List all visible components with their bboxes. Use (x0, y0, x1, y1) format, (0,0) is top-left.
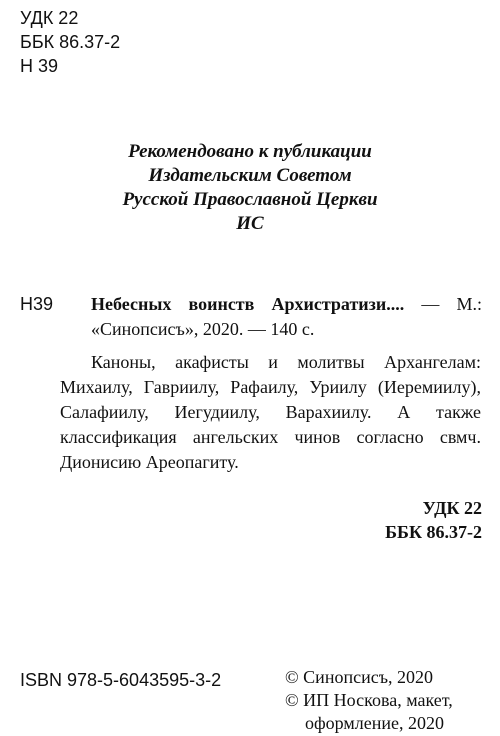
recommendation-line-4: ИС (236, 213, 264, 234)
bibliographic-entry (20, 292, 482, 342)
copyright-block (285, 666, 453, 735)
header-classification-codes (20, 6, 120, 78)
recommendation-line-1: Рекомендовано к публикации (128, 141, 372, 162)
footer-classification-codes (385, 496, 482, 544)
author-mark: Н 39 (20, 56, 59, 76)
copyright-layout-continued: оформление, 2020 (305, 713, 445, 733)
book-title: Небесных воинств Архистратизи.... (91, 294, 405, 314)
copyright-layout: © ИП Носкова, макет, (285, 690, 453, 710)
entry-description (91, 292, 482, 342)
book-annotation: Каноны, акафисты и молитвы Архангелам: Михаилу, Гавриилу, Рафаилу, Уриилу (Иеремиилу), Салафиилу, Иегудиилу, Варахиилу. А также классификация ангельских чинов согласно свмч. Дионисию Ареопагиту. (60, 352, 481, 472)
bbk-code-bold: ББК 86.37-2 (385, 522, 482, 542)
book-imprint: — М.: «Синопсисъ», 2020. — 140 с. (91, 294, 482, 339)
udk-code: УДК 22 (20, 8, 79, 28)
publication-recommendation (0, 140, 500, 236)
entry-author-mark: Н39 (20, 294, 54, 314)
copyright-publisher: © Синопсисъ, 2020 (285, 667, 433, 687)
recommendation-line-2: Издательским Советом (148, 165, 352, 186)
udk-code-bold: УДК 22 (422, 498, 482, 518)
recommendation-line-3: Русской Православной Церкви (122, 189, 378, 210)
bbk-code: ББК 86.37-2 (20, 32, 121, 52)
isbn-number: ISBN 978-5-6043595-3-2 (20, 670, 222, 690)
